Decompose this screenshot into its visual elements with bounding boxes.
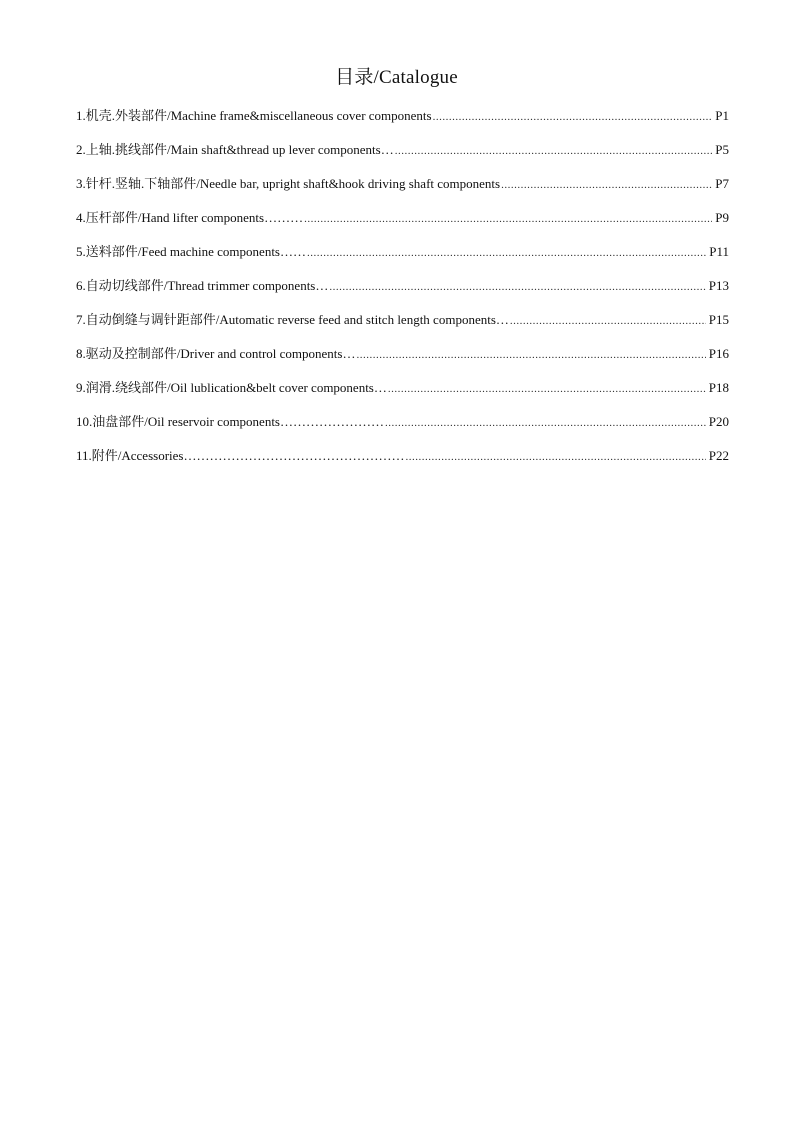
toc-entry-thread-trimmer [76,276,729,310]
toc-entry-text: 6.自动切线部件/Thread trimmer components… [76,278,329,293]
toc-page-number: P13 [708,278,729,293]
dot-leader [388,379,706,399]
toc-entry-machine-frame [76,106,729,140]
dot-leader [501,175,712,195]
toc-page-number: P18 [708,380,729,395]
toc-page-number: P9 [715,210,729,225]
dot-leader [405,447,705,467]
toc-page-number: P16 [708,346,729,361]
dot-leader [356,345,705,365]
page-title: 目录/Catalogue [335,67,458,88]
toc-entry-feed-machine [76,242,729,276]
toc-entry-text: 9.润滑.绕线部件/Oil lublication&belt cover components… [76,380,387,395]
dot-leader [510,311,706,331]
toc-entry-reverse-feed [76,310,729,344]
toc-entry-text: 5.送料部件/Feed machine components…… [76,244,306,259]
toc-entry-text: 4.压杆部件/Hand lifter components……… [76,210,304,225]
dot-leader [385,413,706,433]
toc-entry-hand-lifter [76,208,729,242]
toc-entry-driver-control [76,344,729,378]
toc-entry-main-shaft [76,140,729,174]
dot-leader [304,209,712,229]
toc-page-number: P22 [708,448,729,463]
toc-page-number: P7 [715,176,729,191]
toc-entry-needle-bar [76,174,729,208]
toc-page-number: P5 [715,142,729,157]
toc-page-number: P20 [708,414,729,429]
toc-entry-text: 10.油盘部件/Oil reservoir components…………………… [76,414,384,429]
toc-page-number: P11 [709,244,729,259]
toc-page-number: P15 [708,312,729,327]
toc-entry-text: 1.机壳.外装部件/Machine frame&miscellaneous cover components [76,108,432,123]
toc-entry-accessories [76,446,729,480]
toc-entry-text: 7.自动倒缝与调针距部件/Automatic reverse feed and stitch length components… [76,312,509,327]
dot-leader [395,141,713,161]
toc-page-number: P1 [715,108,729,123]
toc-entry-oil-reservoir [76,412,729,446]
dot-leader [307,243,706,263]
table-of-contents [76,106,729,480]
toc-entry-text: 11.附件/Accessories…………………………………………… [76,448,405,463]
toc-entry-oil-lubrication [76,378,729,412]
toc-entry-text: 8.驱动及控制部件/Driver and control components… [76,346,356,361]
dot-leader [329,277,705,297]
toc-entry-text: 2.上轴.挑线部件/Main shaft&thread up lever components… [76,142,394,157]
dot-leader [433,107,713,127]
toc-entry-text: 3.针杆.竖轴.下轴部件/Needle bar, upright shaft&hook driving shaft components [76,176,501,191]
